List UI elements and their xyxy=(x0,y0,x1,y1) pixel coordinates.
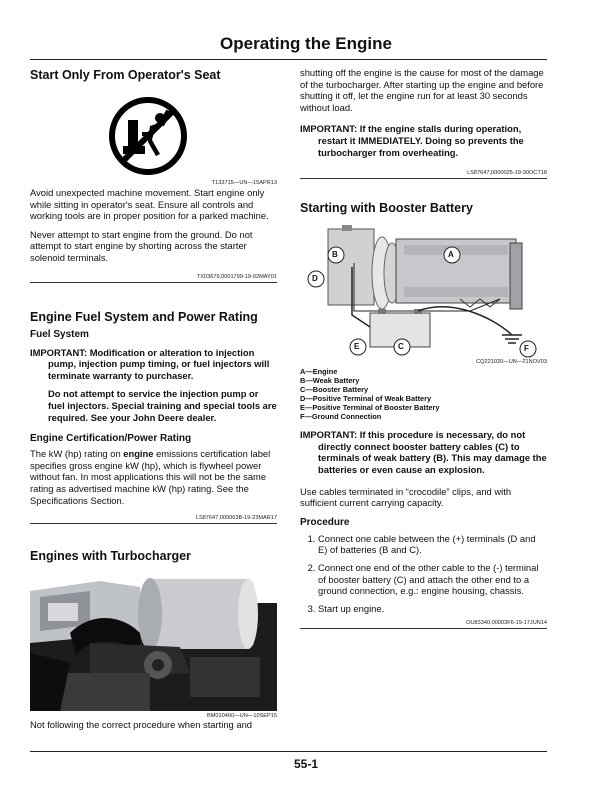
seat-paragraph-2: Never attempt to start engine from the ground. Do not attempt to start engine by shorting across the starter solenoid terminals. xyxy=(30,228,253,263)
fuel-subheading: Fuel System xyxy=(30,328,89,340)
turbocharger-photo xyxy=(30,573,277,711)
legend-item: E—Positive Terminal of Booster Battery xyxy=(300,403,440,413)
procedure-step: 1. Connect one cable between the (+) terminals (D and E) of batteries (B and C). xyxy=(318,533,547,556)
turbo-ref: LS87647,0000025-19-30OCT18 xyxy=(467,170,547,177)
title-rule xyxy=(30,59,547,60)
fuel-ref: LS87647,000063B-19-23MAR17 xyxy=(195,515,277,522)
legend-item: B—Weak Battery xyxy=(300,376,360,386)
page-title: Operating the Engine xyxy=(220,34,392,53)
turbo-heading: Engines with Turbocharger xyxy=(30,549,191,564)
right-column xyxy=(300,66,547,629)
fuel-important-1: IMPORTANT: Modification or alteration to injection pump, injection pump timing, or fuel injectors will terminate warranty to purchaser. xyxy=(30,346,270,381)
booster-rule xyxy=(300,628,547,629)
no-ground-start-symbol xyxy=(108,96,188,176)
booster-legend xyxy=(300,367,547,421)
booster-heading: Starting with Booster Battery xyxy=(300,201,473,216)
seat-heading: Start Only From Operator's Seat xyxy=(30,68,221,82)
turbo-paragraph-1: Not following the correct procedure when starting and xyxy=(30,719,252,731)
procedure-step: 2. Connect one end of the other cable to the (-) terminal of booster battery (C) and attach the other end to a ground connection, e.g.: engine housing, chassis. xyxy=(318,562,547,597)
legend-item: A—Engine xyxy=(300,367,338,377)
turbo-figure-id: BM010460—UN—10SEP15 xyxy=(207,713,277,720)
turbo-paragraph-2: shutting off the engine is the cause for most of the damage of the turbocharger. After starting up the engine and before shutting it off, let the engine run for at least 30 seconds without load. xyxy=(300,67,544,113)
booster-diagram xyxy=(300,223,547,359)
cert-text-b: emissions certification label specifies gross engine kW (hp), which is flywheel power without fan. In most applications this will not be the same rating as advertised machine kW (hp) rating. See the Specifications Section. xyxy=(30,448,271,506)
callout-b: B xyxy=(332,250,338,260)
procedure-steps xyxy=(300,533,547,615)
callout-e: E xyxy=(354,342,360,352)
page-number: 55-1 xyxy=(293,757,319,771)
callout-f: F xyxy=(524,344,529,354)
turbo-rule xyxy=(300,178,547,179)
cert-text-bold: engine xyxy=(123,448,154,460)
legend-item: C—Booster Battery xyxy=(300,385,369,395)
left-column xyxy=(30,66,277,731)
cert-text-a: The kW (hp) rating on xyxy=(30,448,124,460)
seat-figure-id: T133715—UN—15APR13 xyxy=(211,180,277,186)
callout-a: A xyxy=(448,250,454,260)
turbo-important: IMPORTANT: If the engine stalls during operation, restart it IMMEDIATELY. Doing so prevents the turbocharger from overheating. xyxy=(300,123,524,158)
cert-subheading: Engine Certification/Power Rating xyxy=(30,433,192,445)
seat-paragraph-1: Avoid unexpected machine movement. Start engine only while sitting in operator's seat. Ensure all controls and working tools are in proper position for a parked machine. xyxy=(30,187,269,222)
booster-figure-id: CQ221020—UN—21NOV03 xyxy=(476,359,547,366)
procedure-step: 3. Start up engine. xyxy=(318,603,547,615)
booster-paragraph: Use cables terminated in “crocodile” clips, and with sufficient current carrying capacity. xyxy=(300,485,512,509)
fuel-important-2: Do not attempt to service the injection pump or fuel injectors. Special training and special tools are required. See your John Deere dealer. xyxy=(48,388,277,423)
seat-ref: TX03679,0001799-19-02MAY01 xyxy=(196,273,277,280)
callout-d: D xyxy=(312,274,318,284)
procedure-heading: Procedure xyxy=(300,516,350,528)
legend-item: F—Ground Connection xyxy=(300,412,382,422)
fuel-rule xyxy=(30,523,277,524)
booster-important: IMPORTANT: If this procedure is necessary, do not directly connect booster battery cables (C) to terminals of weak battery (B). This may damage the batteries or even cause an explosion. xyxy=(300,429,547,475)
footer-rule xyxy=(30,751,547,752)
fuel-heading: Engine Fuel System and Power Rating xyxy=(30,309,258,324)
booster-ref: OU83340,00003F6-19-17JUN14 xyxy=(466,620,547,627)
cert-paragraph xyxy=(30,448,277,506)
seat-rule xyxy=(30,282,277,283)
legend-item: D—Positive Terminal of Weak Battery xyxy=(300,394,432,404)
callout-c: C xyxy=(398,342,404,352)
